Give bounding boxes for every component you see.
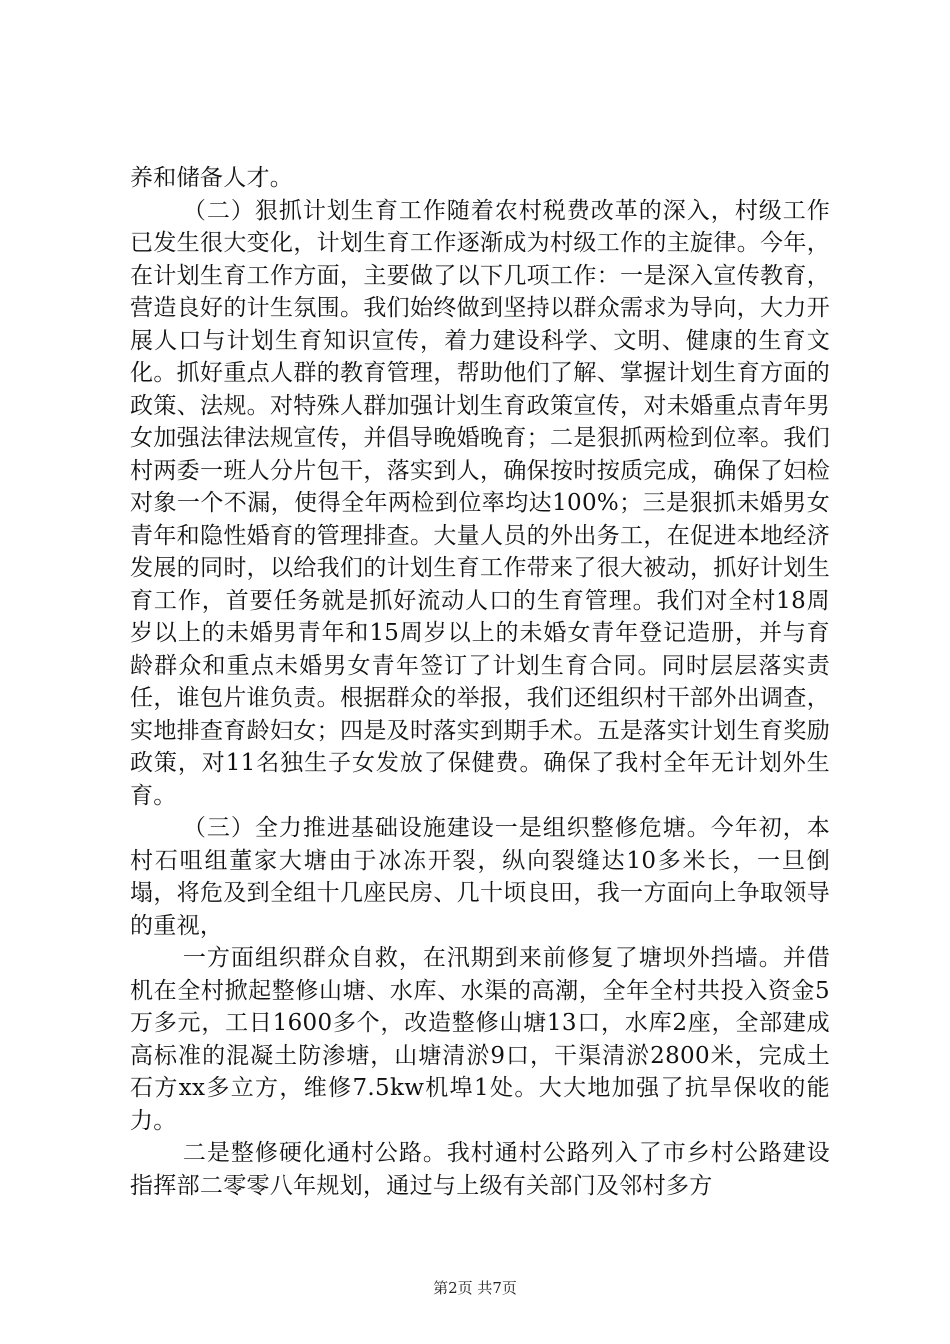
paragraph-pond-repair: 一方面组织群众自救，在汛期到来前修复了塘坝外挡墙。并借机在全村掀起整修山塘、水库、水渠的高潮，全年全村共投入资金5万多元，工日1600多个，改造整修山塘13口，水库2座，全部建成高标准的混凝土防渗塘，山塘清淤9口，干渠清淤2800米，完成土石方xx多立方，维修7.5kw机埠1处。大大地加强了抗旱保收的能力。 (130, 945, 830, 1134)
paragraph-family-planning: （二）狠抓计划生育工作随着农村税费改革的深入，村级工作已发生很大变化，计划生育工作逐渐成为村级工作的主旋律。今年，在计划生育工作方面，主要做了以下几项工作：一是深入宣传教育，营造良好的计生氛围。我们始终做到坚持以群众需求为导向，大力开展人口与计划生育知识宣传，着力建设科学、文明、健康的生育文化。抓好重点人群的教育管理，帮助他们了解、掌握计划生育方面的政策、法规。对特殊人群加强计划生育政策宣传，对未婚重点青年男女加强法律法规宣传，并倡导晚婚晚育；二是狠抓两检到位率。我们村两委一班人分片包干，落实到人，确保按时按质完成，确保了妇检对象一个不漏，使得全年两检到位率均达100%；三是狠抓未婚男女青年和隐性婚育的管理排查。大量人员的外出务工，在促进本地经济发展的同时，以给我们的计划生育工作带来了很大被动，抓好计划生育工作，首要任务就是抓好流动人口的生育管理。我们对全村18周岁以上的未婚男青年和15周岁以上的未婚女青年登记造册，并与育龄群众和重点未婚男女青年签订了计划生育合同。同时层层落实责任，谁包片谁负责。根据群众的举报，我们还组织村干部外出调查，实地排查育龄妇女；四是及时落实到期手术。五是落实计划生育奖励政策，对11名独生子女发放了保健费。确保了我村全年无计划外生育。 (130, 197, 830, 809)
page-footer (0, 1278, 950, 1298)
paragraph-continuation: 养和储备人才。 (130, 165, 294, 191)
document-body (130, 162, 830, 1202)
paragraph-road-hardening: 二是整修硬化通村公路。我村通村公路列入了市乡村公路建设指挥部二零零八年规划，通过与上级有关部门及邻村多方 (130, 1140, 830, 1199)
page-number: 第2页 共7页 (433, 1279, 517, 1297)
paragraph-infrastructure: （三）全力推进基础设施建设一是组织整修危塘。今年初，本村石咀组董家大塘由于冰冻开裂，纵向裂缝达10多米长，一旦倒塌，将危及到全组十几座民房、几十顷良田，我一方面向上争取领导的重视， (130, 815, 830, 939)
